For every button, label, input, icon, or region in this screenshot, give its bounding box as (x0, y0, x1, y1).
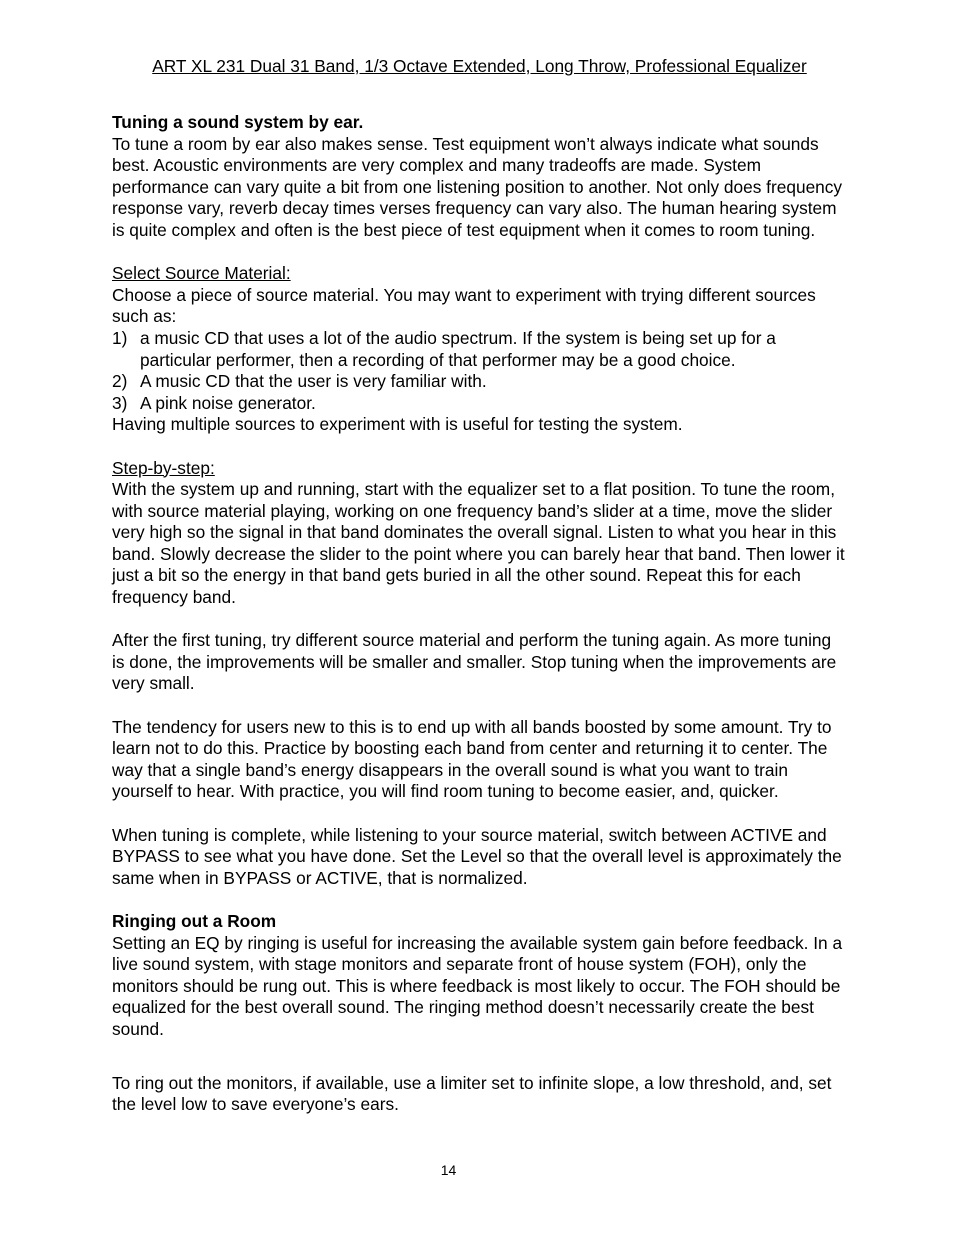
paragraph-step-3: The tendency for users new to this is to end up with all bands boosted by some amount. Try to learn not to do this. Practice by boosting each band from center and returning it to center. The way that a single band’s energy disappears in the overall sound is what you want to train yourself to hear. With practice, you will find room tuning to become easier, and, quicker. (112, 716, 832, 802)
page-content (112, 112, 847, 1116)
paragraph-step-2: After the first tuning, try different source material and perform the tuning again. As more tuning is done, the improvements will be smaller and smaller. Stop tuning when the improvements are very small. (112, 630, 837, 694)
list-item-text: a music CD that uses a lot of the audio spectrum. If the system is being set up for a particular performer, then a recording of that performer may be a good choice. (140, 327, 776, 370)
paragraph-step-4: When tuning is complete, while listening to your source material, switch between ACTIVE and BYPASS to see what you have done. Set the Level so that the overall level is approximately the same when in BYPASS or ACTIVE, that is normalized. (112, 824, 842, 888)
paragraph-ringing-1: Setting an EQ by ringing is useful for increasing the available system gain before feedback. In a live sound system, with stage monitors and separate front of house system (FOH), only the monitors should be rung out. This is where feedback is most likely to occur. The FOH should be equalized for the best overall sound. The ringing method doesn’t necessarily create the best sound. (112, 932, 843, 1039)
spacer (112, 1041, 847, 1073)
section-heading-ringing-out: Ringing out a Room (112, 910, 277, 931)
source-list (112, 328, 847, 414)
list-item-number: 3) (112, 392, 128, 413)
paragraph-ringing-2: To ring out the monitors, if available, use a limiter set to infinite slope, a low threshold, and, set the level low to save everyone’s ears. (112, 1072, 832, 1115)
section-heading-tuning-by-ear: Tuning a sound system by ear. (112, 112, 364, 132)
paragraph-source-intro: Choose a piece of source material. You may want to experiment with trying different sources such as: (112, 284, 816, 327)
spacer (112, 436, 847, 458)
subheading-step-by-step: Step-by-step: (112, 457, 215, 478)
list-item (112, 393, 847, 415)
paragraph-step-1: With the system up and running, start with the equalizer set to a flat position. To tune the room, with source material playing, working on one frequency band’s slider at a time, move the slider very high so the signal in that band dominates the overall signal. Listen to what you hear in this band. Slowly decrease the slider to the point where you can barely hear that band. Then lower it just a bit so the energy in that band gets buried in all the other sound. Repeat this for each frequency band. (112, 479, 845, 608)
spacer (112, 609, 847, 631)
paragraph-source-outro: Having multiple sources to experiment with is useful for testing the system. (112, 414, 683, 435)
list-item-text: A music CD that the user is very familiar with. (140, 371, 487, 392)
spacer (112, 242, 847, 264)
list-item (112, 328, 847, 371)
list-item-number: 2) (112, 371, 128, 392)
spacer (112, 695, 847, 717)
list-item (112, 371, 847, 393)
page-header-title: ART XL 231 Dual 31 Band, 1/3 Octave Extended, Long Throw, Professional Equalizer (152, 56, 807, 76)
list-item-text: A pink noise generator. (140, 392, 316, 413)
spacer (112, 803, 847, 825)
spacer (112, 889, 847, 911)
subheading-select-source-material: Select Source Material: (112, 263, 291, 284)
page-number: 14 (440, 1162, 457, 1178)
list-item-number: 1) (112, 327, 128, 348)
paragraph-tuning-by-ear: To tune a room by ear also makes sense. Test equipment won’t always indicate what sounds best. Acoustic environments are very complex and many tradeoffs are made. System performance can vary quite a bit from one listening position to another. Not only does frequency response vary, reverb decay times verses frequency can vary also. The human hearing system is quite complex and often is the best piece of test equipment when it comes to room tuning. (112, 133, 843, 240)
